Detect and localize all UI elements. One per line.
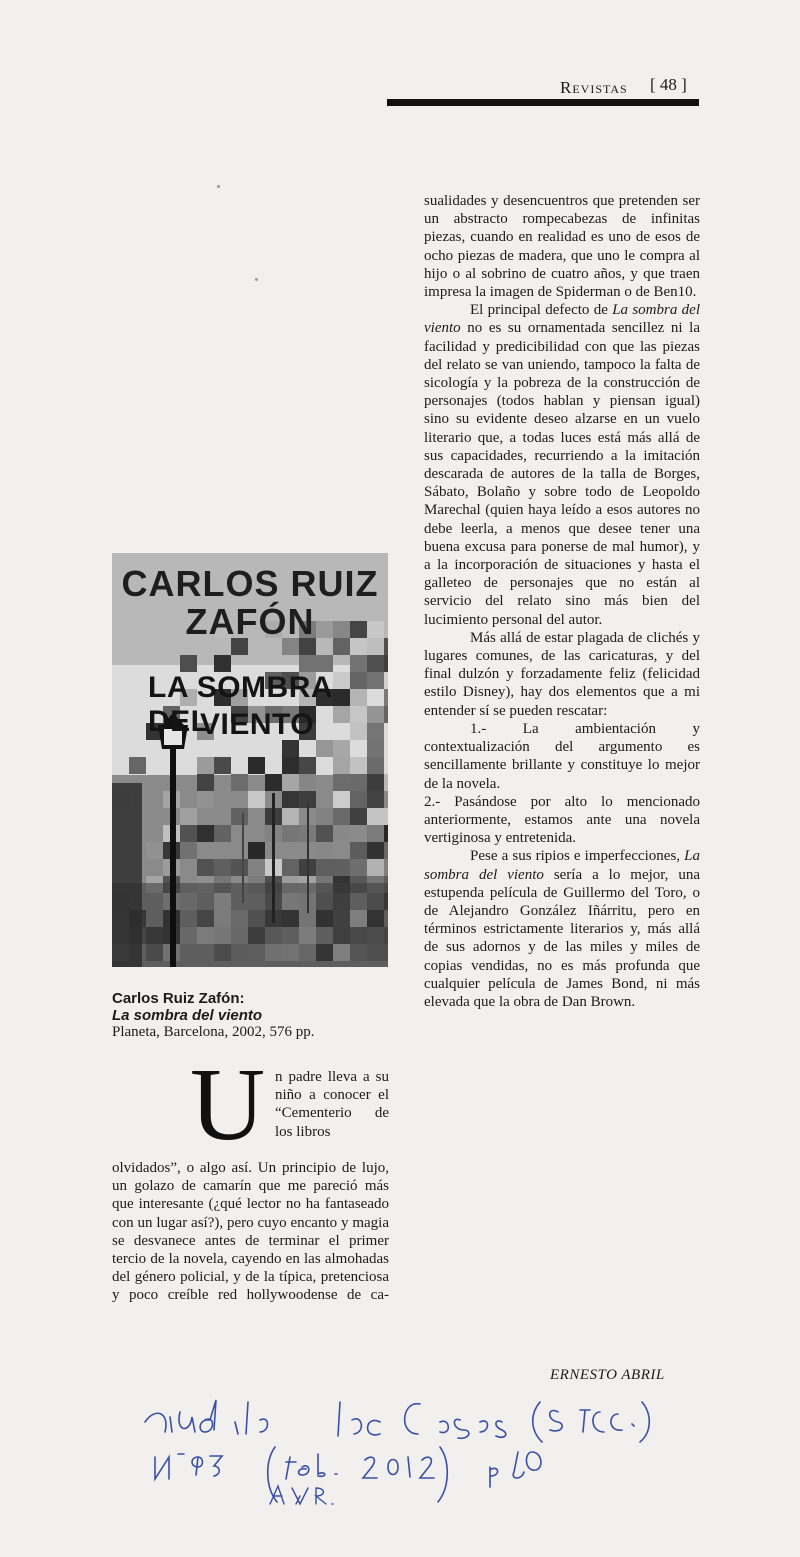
mosaic-tile [299, 774, 316, 791]
mosaic-tile [350, 842, 367, 859]
mosaic-tile [367, 740, 384, 757]
mosaic-tile [350, 774, 367, 791]
mosaic-tile [350, 791, 367, 808]
mosaic-tile [231, 808, 248, 825]
mosaic-tile [282, 808, 299, 825]
mosaic-tile [248, 757, 265, 774]
mosaic-tile [367, 825, 384, 842]
text-span: Pese a sus ripios e imperfecciones, [470, 848, 685, 865]
mosaic-tile [197, 791, 214, 808]
mosaic-tile [316, 740, 333, 757]
book-title-italic: La sombra del viento [424, 848, 700, 883]
mosaic-tile [384, 825, 388, 842]
article-paragraph: 1.- La ambientación y contextualización del argumento es sencillamente brillante y constituye lo mejor de la novela. [424, 720, 700, 792]
mosaic-tile [282, 825, 299, 842]
mosaic-tile [384, 842, 388, 859]
cover-title-line2: VIENTO [200, 708, 315, 741]
mosaic-tile [333, 825, 350, 842]
mosaic-tile [316, 808, 333, 825]
mosaic-tile [350, 825, 367, 842]
caption-publisher: Planeta, Barcelona, 2002, 576 pp. [112, 1024, 315, 1040]
mosaic-tile [197, 825, 214, 842]
mosaic-tile [367, 655, 384, 672]
mosaic-tile [197, 757, 214, 774]
mosaic-tile [367, 791, 384, 808]
mosaic-tile [350, 859, 367, 876]
article-paragraph: sualidades y desencuentros que pretenden ser un abstracto rompecabezas de infinitas piezas, cuando en realidad es uno de esos de ocho piezas de madera, que uno le compra al hijo o al sobrino de cuatro años, y que traen impresa la imagen de Spiderman o de Ben10. [424, 193, 700, 301]
mosaic-tile [350, 655, 367, 672]
mosaic-tile [316, 655, 333, 672]
article-opening [275, 1068, 389, 1141]
author-byline: ERNESTO ABRIL [550, 1367, 665, 1383]
mosaic-tile [197, 859, 214, 876]
article-paragraph [424, 847, 700, 1011]
page-number: [ 48 ] [650, 75, 687, 94]
mosaic-tile [180, 808, 197, 825]
mosaic-tile [384, 655, 388, 672]
mosaic-tile [248, 859, 265, 876]
mosaic-tile [333, 808, 350, 825]
mosaic-tile [367, 757, 384, 774]
article-left-column [112, 1159, 389, 1305]
mosaic-tile [333, 757, 350, 774]
mosaic-tile [282, 859, 299, 876]
section-title: Revistas [560, 78, 628, 97]
mosaic-tile [350, 808, 367, 825]
mosaic-tile [282, 774, 299, 791]
mosaic-tile [333, 740, 350, 757]
book-cover [112, 553, 388, 967]
mosaic-tile [384, 808, 388, 825]
handwritten-annotation [140, 1392, 700, 1512]
mosaic-tile [367, 859, 384, 876]
caption-title: La sombra del viento [112, 1007, 263, 1024]
mosaic-tile [282, 791, 299, 808]
mosaic-tile [231, 774, 248, 791]
mosaic-tile [129, 757, 146, 774]
book-title-italic: La sombra del viento [424, 302, 700, 337]
mosaic-tile [333, 859, 350, 876]
handwriting-line1 [145, 1400, 649, 1442]
mosaic-tile [384, 774, 388, 791]
mosaic-tile [384, 859, 388, 876]
drop-cap: U [190, 1047, 266, 1162]
mosaic-tile [265, 774, 282, 791]
text-span: no es su ornamentada sencillez ni la facilidad y predicibilidad con que las piezas del relato se van uniendo, tampoco la falta de sicología y la pobreza de la construcción de personajes (todos hablan y piensan igual) sino su evidente deseo alzarse en un vuelo literario que, a todas luces está más allá de sus capacidades, recurriendo a la imitación descarada de autores de la talla de Borges, Sábato, Bolaño y sobre todo de Leopoldo Marechal (quien haya leído a esos autores no debe leerla, a menos que desee tener una buena excusa para ponerse de mal humor), y a la incorporación de situaciones y hasta el galleteo de personajes que no están al servicio del relato sino más bien del lucimiento personal del autor. [424, 320, 700, 628]
caption-author: Carlos Ruiz Zafón: [112, 990, 245, 1007]
mosaic-tile [316, 842, 333, 859]
mosaic-tile [333, 774, 350, 791]
mosaic-tile [299, 655, 316, 672]
mosaic-tile [367, 808, 384, 825]
mosaic-tile [214, 825, 231, 842]
mosaic-tile [146, 842, 163, 859]
mosaic-tile [248, 842, 265, 859]
mosaic-tile [282, 757, 299, 774]
header-rule [387, 99, 699, 106]
mosaic-tile [333, 791, 350, 808]
mosaic-tile [197, 774, 214, 791]
mosaic-tile [180, 825, 197, 842]
mosaic-tile [214, 655, 231, 672]
book-caption [112, 990, 412, 1041]
text-span: sería a lo mejor, una estupenda película de Guillermo del Toro, o de Alejandro González Iñárritu, pero en términos estrictamente literarios y, más allá de sus adornos y de las miles y miles de copias vendidas, no es más profunda que cualquier película de James Bond, ni más elevada que la obra de Dan Brown. [424, 866, 701, 1010]
paper-speck [217, 185, 220, 188]
mosaic-tile [350, 757, 367, 774]
article-paragraph: Más allá de estar plagada de clichés y lugares comunes, de las caricaturas, y del final dulzón y forzadamente feliz (felicidad estilo Disney), hay dos elementos que a mi entender sí se pueden rescatar: [424, 629, 700, 719]
mosaic-tile [299, 757, 316, 774]
mosaic-tile [180, 842, 197, 859]
cover-author: CARLOS RUIZ ZAFÓN [121, 563, 379, 642]
article-right-column [424, 192, 700, 1011]
mosaic-tile [231, 859, 248, 876]
mosaic-tile [367, 842, 384, 859]
mosaic-tile [367, 774, 384, 791]
cover-title-line1: LA SOMBRA DEL [148, 671, 332, 738]
mosaic-tile [316, 825, 333, 842]
handwriting-line2 [155, 1447, 541, 1502]
paper-speck [255, 278, 258, 281]
mosaic-tile [214, 757, 231, 774]
article-paragraph [424, 301, 700, 629]
mosaic-tile [248, 791, 265, 808]
mosaic-tile [214, 859, 231, 876]
mosaic-tile [180, 655, 197, 672]
article-paragraph: 2.- Pasándose por alto lo mencionado anteriormente, estamos ante una novela vertiginosa y entretenida. [424, 793, 700, 847]
handwriting-line3 [270, 1486, 333, 1504]
mosaic-tile [282, 740, 299, 757]
lamp-post [170, 743, 176, 967]
mosaic-tile [316, 859, 333, 876]
article-paragraph: olvidados”, o algo así. Un principio de lujo, un golazo de camarín que me pareció más que interesante (¿qué lector no ha fantaseado con un lugar así?), pero cuyo encanto y magia se desvanece antes de terminar el primer tercio de la novela, cayendo en las almohadas del género policial, y de la típica, pretenciosa y poco creíble red hollywoodense de ca- [112, 1160, 389, 1304]
article-opening-text: n padre lleva a su niño a conocer el “Cementerio de los libros [275, 1069, 389, 1140]
text-span: El principal defecto de [470, 302, 613, 319]
